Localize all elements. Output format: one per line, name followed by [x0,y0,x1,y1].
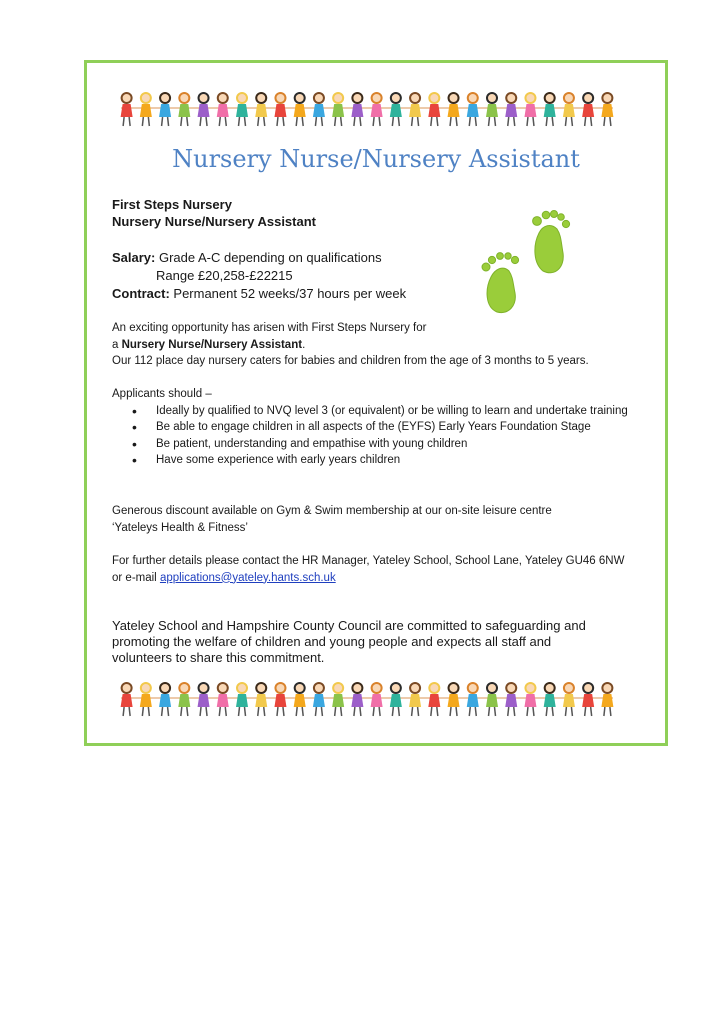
child-figure [582,93,594,126]
contact-text: For further details please contact the HR Manager, Yateley School, School Lane, Yateley GU46 6NW or e-mail [112,555,625,584]
child-figure [563,683,575,716]
list-item: • Ideally by qualified to NVQ level 3 (or equivalent) or be willing to learn and undertake training [156,403,632,420]
child-figure [486,93,498,126]
child-figure [409,93,421,126]
poster-frame [84,60,668,746]
child-figure [121,93,133,126]
child-figure [274,683,286,716]
children-border-bottom [117,679,617,719]
child-figure [236,683,248,716]
intro-role: Nursery Nurse/Nursery Assistant [121,338,303,351]
child-figure [467,683,479,716]
child-figure [505,93,517,126]
gym-section [112,503,632,536]
child-figure [332,683,344,716]
child-figure [428,93,440,126]
footprints-icon [477,207,587,317]
child-figure [294,683,306,716]
nursery-name: First Steps Nursery [112,197,232,212]
intro-section [112,320,632,370]
salary-text: Grade A-C depending on qualifications [155,250,382,265]
safeguarding-statement: Yateley School and Hampshire County Council are committed to safeguarding and promoting the welfare of children and young people and expects all staff and volunteers to share this commitment. [112,618,586,665]
contract-text: Permanent 52 weeks/37 hours per week [169,286,407,301]
children-border-top [117,89,617,129]
child-figure [198,683,210,716]
gym-line-1: Generous discount available on Gym & Swim membership at our on-site leisure centre [112,505,552,517]
applicants-lead: Applicants should – [112,388,212,400]
child-figure [563,93,575,126]
child-figure [448,683,460,716]
child-figure [467,93,479,126]
page-title: Nursery Nurse/Nursery Assistant [172,145,580,173]
child-figure [544,93,556,126]
child-figure [351,683,363,716]
child-figure [524,683,536,716]
child-figure [601,93,613,126]
child-figure [486,683,498,716]
child-figure [217,683,229,716]
intro-line-1: An exciting opportunity has arisen with First Steps Nursery for [112,322,427,334]
child-figure [390,683,402,716]
child-figure [140,683,152,716]
child-figure [159,683,171,716]
child-figure [217,93,229,126]
child-figure [371,683,383,716]
list-item: • Have some experience with early years children [156,452,632,469]
salary-range: Range £20,258-£22215 [156,268,293,283]
child-figure [505,683,517,716]
child-figure [448,93,460,126]
gym-line-2: ‘Yateleys Health & Fitness’ [112,521,248,534]
child-figure [255,93,267,126]
child-figure [390,93,402,126]
child-figure [582,683,594,716]
intro-suffix: . [302,338,306,351]
child-figure [140,93,152,126]
child-figure [313,93,325,126]
child-figure [351,93,363,126]
email-link[interactable]: applications@yateley.hants.sch.uk [159,571,336,584]
child-figure [178,683,190,716]
requirements-list [112,403,632,469]
applicants-section [112,386,632,469]
child-figure [601,683,613,716]
child-figure [178,93,190,126]
contract-label: Contract: [112,286,170,301]
child-figure [255,683,267,716]
list-item: • Be patient, understanding and empathise with young children [156,436,632,453]
intro-prefix: a [112,338,122,351]
child-figure [294,93,306,126]
contact-section [112,553,632,586]
child-figure [313,683,325,716]
child-figure [544,683,556,716]
child-figure [274,93,286,126]
intro-line-3: Our 112 place day nursery caters for babies and children from the age of 3 months to 5 years. [112,355,589,367]
child-figure [236,93,248,126]
child-figure [371,93,383,126]
list-item: • Be able to engage children in all aspects of the (EYFS) Early Years Foundation Stage [156,419,632,436]
child-figure [409,683,421,716]
child-figure [198,93,210,126]
job-role: Nursery Nurse/Nursery Assistant [112,214,316,229]
salary-label: Salary: [112,250,156,265]
child-figure [121,683,133,716]
child-figure [524,93,536,126]
child-figure [428,683,440,716]
child-figure [159,93,171,126]
child-figure [332,93,344,126]
